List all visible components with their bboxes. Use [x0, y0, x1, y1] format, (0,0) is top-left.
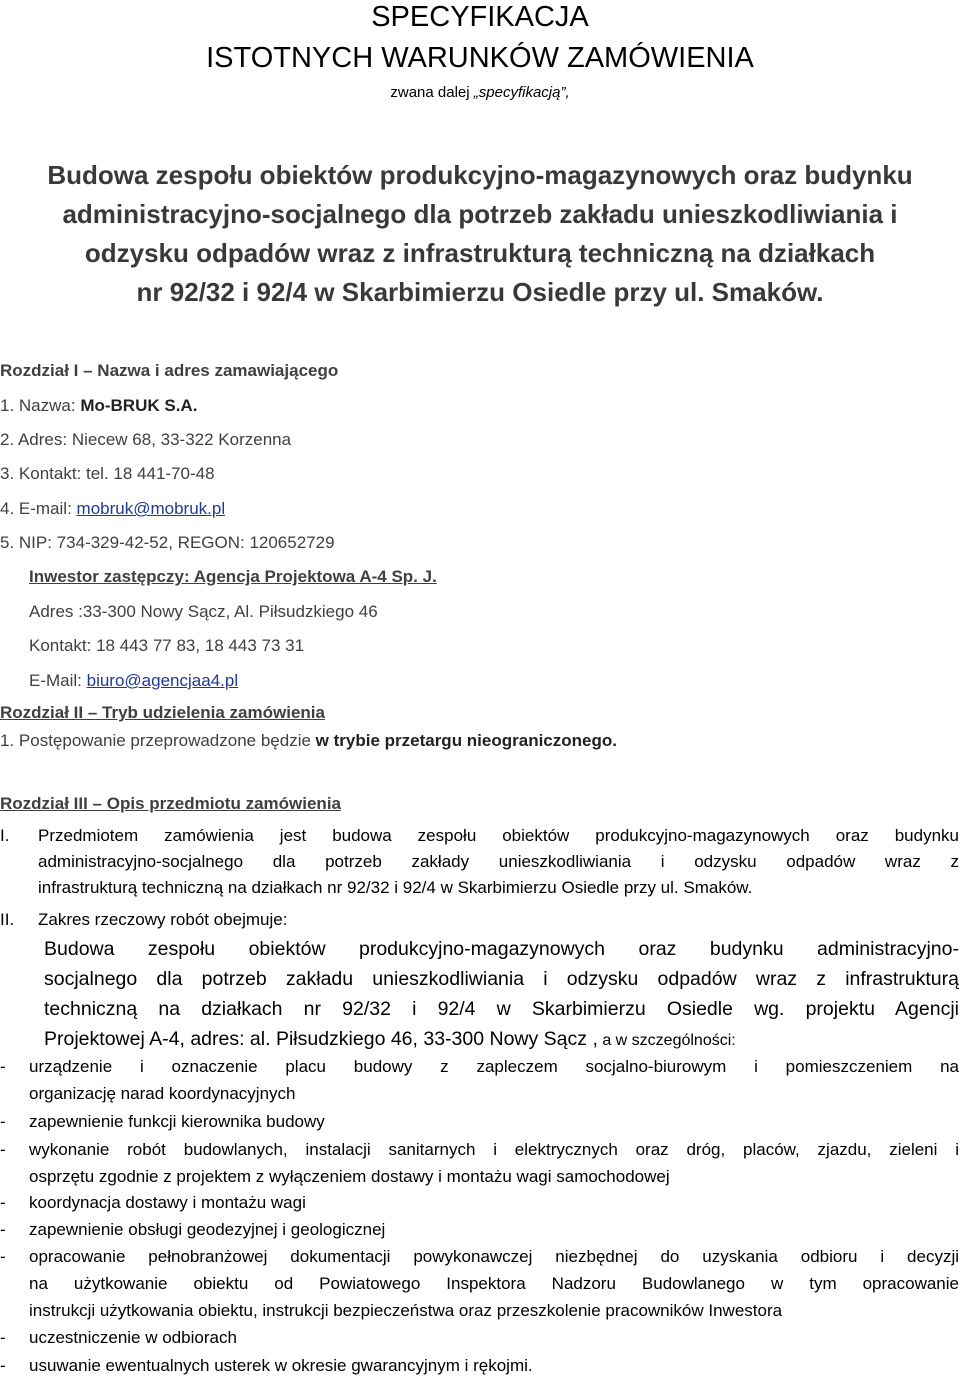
p2-marker: II. — [0, 910, 15, 929]
bullet-dash: - — [0, 1247, 6, 1266]
doc-title-line1: SPECYFIKACJA — [371, 1, 589, 33]
investor-address: Adres :33-300 Nowy Sącz, Al. Piłsudzkiego 46 — [29, 602, 378, 621]
name-value: Mo-BRUK S.A. — [80, 396, 198, 415]
p2-line-3: techniczną na działkach nr 92/32 i 92/4 w Skarbimierzu Osiedle wg. projektu Agencji — [44, 998, 959, 1020]
bullet-item-line: organizację narad koordynacyjnych — [29, 1084, 296, 1103]
bullet-dash: - — [0, 1140, 6, 1159]
subject-line-2: administracyjno-socjalnego dla potrzeb zakładu unieszkodliwiania i — [62, 199, 898, 229]
subtitle-prefix: zwana dalej — [390, 84, 474, 101]
investor-email — [29, 669, 238, 693]
section3-heading: Rozdział III – Opis przedmiotu zamówienia — [0, 794, 341, 813]
section2-item-bold: w trybie przetargu nieograniczonego. — [315, 731, 617, 750]
email-link[interactable]: mobruk@mobruk.pl — [76, 499, 226, 518]
bullet-item-line: osprzętu zgodnie z projektem z wyłączeniem dostawy i montażu wagi samochodowej — [29, 1167, 670, 1186]
bullet-item-line: koordynacja dostawy i montażu wagi — [29, 1193, 306, 1212]
p1-marker: I. — [0, 826, 10, 845]
section1-nip: 5. NIP: 734-329-42-52, REGON: 120652729 — [0, 533, 335, 552]
section2-heading: Rozdział II – Tryb udzielenia zamówienia — [0, 703, 325, 722]
subject-line-3: odzysku odpadów wraz z infrastrukturą techniczną na działkach — [84, 238, 876, 268]
investor-email-label: E-Mail: — [29, 671, 87, 690]
investor-heading: Inwestor zastępczy: Agencja Projektowa A-4 Sp. J. — [29, 567, 437, 586]
p1-line-2: administracyjno-socjalnego dla potrzeb zakłady unieszkodliwiania i odzysku odpadów wraz z — [38, 852, 959, 871]
subtitle-term: „specyfikacją”, — [473, 84, 570, 101]
section1-name — [0, 394, 197, 418]
bullet-item-line: na użytkowanie obiektu od Powiatowego Inspektora Nadzoru Budowlanego w tym opracowanie — [29, 1274, 959, 1293]
name-label: 1. Nazwa: — [0, 396, 81, 415]
subject-line-4: nr 92/32 i 92/4 w Skarbimierzu Osiedle przy ul. Smaków. — [136, 277, 824, 307]
bullet-dash: - — [0, 1220, 6, 1239]
p1-line-1: Przedmiotem zamówienia jest budowa zespołu obiektów produkcyjno-magazynowych oraz budynku — [38, 826, 959, 845]
section2-item-prefix: 1. Postępowanie przeprowadzone będzie — [0, 731, 316, 750]
investor-email-link[interactable]: biuro@agencjaa4.pl — [86, 671, 239, 690]
bullet-item-line: urządzenie i oznaczenie placu budowy z zapleczem socjalno-biurowym i pomieszczeniem na — [29, 1057, 959, 1076]
doc-subtitle — [0, 82, 960, 104]
subject-line-1: Budowa zespołu obiektów produkcyjno-magazynowych oraz budynku — [47, 160, 913, 190]
bullet-dash: - — [0, 1328, 6, 1347]
p2-line-4-tail: a w szczególności: — [597, 1032, 736, 1049]
doc-title-line2: ISTOTNYCH WARUNKÓW ZAMÓWIENIA — [206, 42, 754, 74]
p2-intro: Zakres rzeczowy robót obejmuje: — [38, 910, 288, 929]
p2-line-1: Budowa zespołu obiektów produkcyjno-magazynowych oraz budynku administracyjno- — [44, 938, 959, 960]
p2-line-2: socjalnego dla potrzeb zakładu unieszkodliwiania i odzysku odpadów wraz z infrastrukturą — [44, 968, 959, 990]
bullet-dash: - — [0, 1356, 6, 1375]
section1-email — [0, 497, 225, 521]
bullet-item-line: usuwanie ewentualnych usterek w okresie gwarancyjnym i rękojmi. — [29, 1356, 533, 1375]
section1-contact: 3. Kontakt: tel. 18 441-70-48 — [0, 464, 215, 483]
bullet-dash: - — [0, 1057, 6, 1076]
p2-line-4-main: Projektowej A-4, adres: al. Piłsudzkiego 46, 33-300 Nowy Sącz , — [44, 1028, 598, 1050]
section1-heading: Rozdział I – Nazwa i adres zamawiającego — [0, 361, 339, 380]
section1-address: 2. Adres: Niecew 68, 33-322 Korzenna — [0, 430, 292, 449]
email-label: 4. E-mail: — [0, 499, 77, 518]
p2-line-4 — [44, 1024, 736, 1056]
bullet-item-line: zapewnienie obsługi geodezyjnej i geologicznej — [29, 1220, 386, 1239]
bullet-item-line: zapewnienie funkcji kierownika budowy — [29, 1112, 325, 1131]
investor-contact: Kontakt: 18 443 77 83, 18 443 73 31 — [29, 636, 305, 655]
bullet-item-line: opracowanie pełnobranżowej dokumentacji powykonawczej niezbędnej do uzyskania odbioru i decyzji — [29, 1247, 959, 1266]
p1-line-3: infrastrukturą techniczną na działkach nr 92/32 i 92/4 w Skarbimierzu Osiedle przy ul. Smaków. — [38, 878, 753, 897]
section2-item — [0, 729, 617, 753]
bullet-item-line: wykonanie robót budowlanych, instalacji sanitarnych i elektrycznych oraz dróg, placów, zjazdu, zieleni i — [29, 1140, 959, 1159]
bullet-item-line: uczestniczenie w odbiorach — [29, 1328, 237, 1347]
bullet-dash: - — [0, 1193, 6, 1212]
bullet-item-line: instrukcji użytkowania obiektu, instrukcji bezpieczeństwa oraz przeszkolenie pracowników Inwestora — [29, 1301, 783, 1320]
bullet-dash: - — [0, 1112, 6, 1131]
